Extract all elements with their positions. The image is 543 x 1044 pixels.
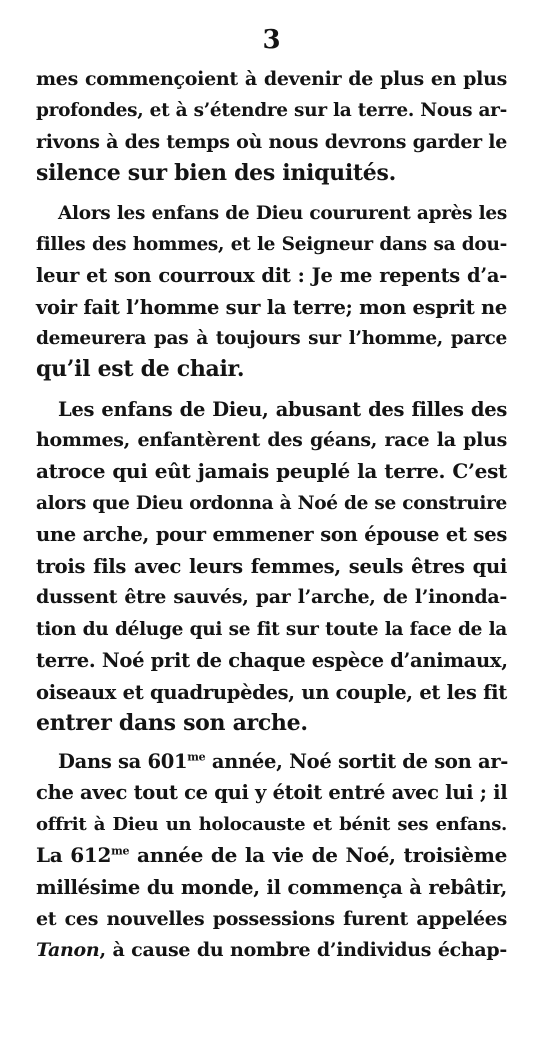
text-line bbox=[36, 840, 507, 871]
text-line bbox=[58, 746, 507, 777]
text-line: dussent être sauvés, par l’arche, de l’inonda- bbox=[36, 586, 507, 608]
text-line: offrit à Dieu un holocauste et bénit ses enfans. bbox=[36, 814, 507, 835]
text-line: mes commençoient à devenir de plus en plus bbox=[36, 68, 507, 90]
text-line: filles des hommes, et le Seigneur dans sa dou- bbox=[36, 234, 507, 255]
text-line: atroce qui eût jamais peuplé la terre. C’est bbox=[36, 459, 507, 483]
text-line: demeurera pas à toujours sur l’homme, parce bbox=[36, 328, 507, 349]
text-fragment: Dans sa 601 bbox=[58, 750, 188, 773]
text-fragment: année, Noé sortit de son ar- bbox=[205, 750, 509, 773]
page-number: 3 bbox=[262, 25, 281, 55]
text-line: terre. Noé prit de chaque espèce d’animaux, bbox=[36, 649, 508, 672]
text-line: entrer dans son arche. bbox=[36, 710, 308, 736]
text-line: qu’il est de chair. bbox=[36, 356, 245, 382]
text-fragment: , bbox=[99, 939, 106, 961]
text-line: millésime du monde, il commença à rebâtir, bbox=[36, 876, 507, 899]
text-line: silence sur bien des iniquités. bbox=[36, 160, 396, 186]
text-line: profondes, et à s’étendre sur la terre. Nous ar- bbox=[36, 100, 507, 121]
text-line: une arche, pour emmener son épouse et ses bbox=[36, 523, 507, 546]
text-line bbox=[36, 935, 507, 966]
text-line: trois fils avec leurs femmes, seuls êtres qui bbox=[36, 555, 507, 578]
text-fragment: à cause du nombre d’individus échap- bbox=[112, 939, 507, 961]
text-line: che avec tout ce qui y étoit entré avec lui ; il bbox=[36, 781, 508, 804]
text-fragment: année de la vie de Noé, troisième bbox=[129, 843, 507, 867]
text-line: Alors les enfans de Dieu coururent après les bbox=[58, 203, 507, 224]
text-line: alors que Dieu ordonna à Noé de se construire bbox=[36, 493, 507, 514]
text-line: tion du déluge qui se fit sur toute la face de la bbox=[36, 619, 507, 640]
text-line: oiseaux et quadrupèdes, un couple, et les fit bbox=[36, 681, 507, 704]
ordinal-superscript: me bbox=[187, 750, 206, 764]
text-line: voir fait l’homme sur la terre; mon esprit ne bbox=[36, 296, 507, 319]
text-line: et ces nouvelles possessions furent appelées bbox=[36, 908, 507, 930]
text-line: rivons à des temps où nous devrons garder le bbox=[36, 131, 507, 153]
text-line: Les enfans de Dieu, abusant des filles des bbox=[58, 398, 507, 421]
text-line: leur et son courroux dit : Je me repents d’a- bbox=[36, 264, 507, 287]
text-fragment: La 612 bbox=[36, 843, 112, 867]
ordinal-superscript: me bbox=[111, 844, 130, 858]
text-line: hommes, enfantèrent des géans, race la plus bbox=[36, 429, 507, 451]
italic-name: Tanon bbox=[36, 939, 100, 961]
